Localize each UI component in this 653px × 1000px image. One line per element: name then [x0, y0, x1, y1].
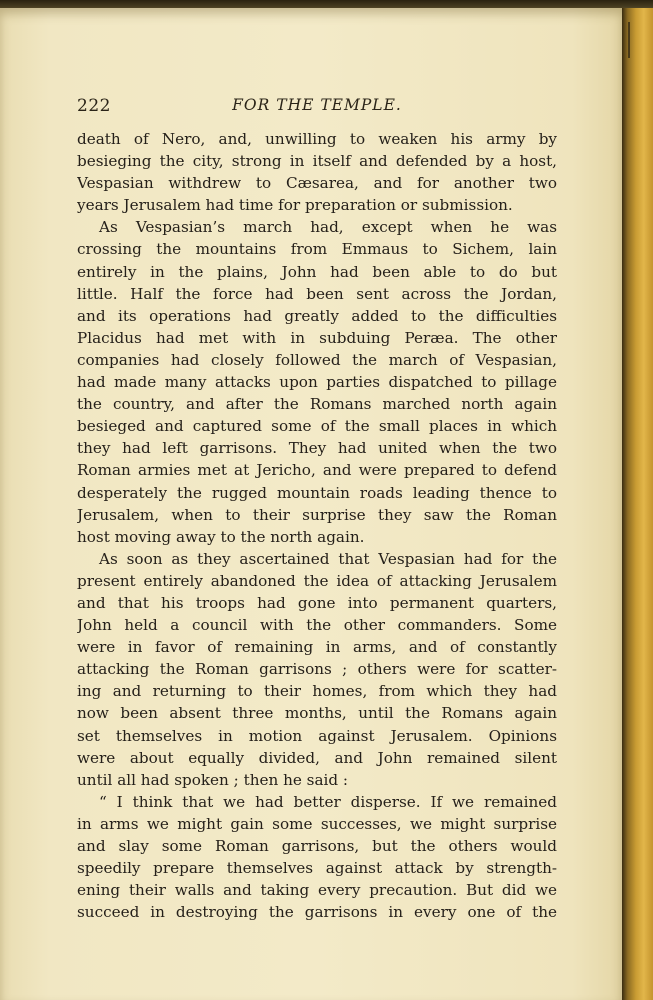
text-line: crossing the mountains from Emmaus to Sichem, lain — [77, 240, 557, 259]
text-line: “ I think that we had better disperse. If we remained — [99, 792, 557, 811]
text-line: and slay some Roman garrisons, but the others would — [77, 837, 557, 855]
text-line: besieged and captured some of the small places in which — [77, 417, 557, 436]
text-line: the country, and after the Romans marched north again — [77, 395, 557, 414]
running-header — [77, 96, 557, 118]
page-number: 222 — [77, 96, 111, 116]
text-line: John held a council with the other commanders. Some — [77, 616, 557, 635]
text-line: now been absent three months, until the Romans again — [77, 704, 557, 723]
text-line: entirely in the plains, John had been able to do but — [77, 262, 557, 281]
text-line: Vespasian withdrew to Cæsarea, and for another two — [77, 174, 557, 193]
text-line: speedily prepare themselves against attack by strength- — [77, 859, 557, 878]
text-line: ing and returning to their homes, from which they had — [77, 682, 557, 701]
text-line: until all had spoken ; then he said : — [77, 770, 349, 789]
text-line: set themselves in motion against Jerusalem. Opinions — [77, 726, 557, 745]
text-line: succeed in destroying the garrisons in every one of the — [77, 903, 557, 922]
text-line: Jerusalem, when to their surprise they saw the Roman — [77, 505, 557, 524]
text-line: As soon as they ascertained that Vespasian had for the — [99, 549, 557, 568]
text-line: As Vespasian’s march had, except when he was — [99, 218, 557, 237]
text-line: were in favor of remaining in arms, and of constantly — [77, 638, 557, 657]
text-line: attacking the Roman garrisons ; others were for scatter- — [77, 660, 557, 679]
text-line: in arms we might gain some successes, we might surprise — [77, 814, 557, 833]
text-line: were about equally divided, and John remained silent — [77, 748, 557, 767]
text-line: companies had closely followed the march of Vespasian, — [77, 350, 557, 369]
text-line: and that his troops had gone into permanent quarters, — [77, 593, 557, 612]
text-line: host moving away to the north again. — [77, 527, 365, 546]
text-line: years Jerusalem had time for preparation or submission. — [77, 196, 513, 215]
edge-mark — [628, 22, 630, 58]
book-edge — [622, 8, 653, 1000]
text-line: desperately the rugged mountain roads leading thence to — [77, 483, 557, 502]
text-line: little. Half the force had been sent across the Jordan, — [77, 284, 557, 303]
text-line: besieging the city, strong in itself and defended by a host, — [77, 152, 557, 171]
text-line: present entirely abandoned the idea of attacking Jerusalem — [77, 571, 557, 590]
text-line: Placidus had met with in subduing Peræa. The other — [77, 328, 557, 347]
text-line: death of Nero, and, unwilling to weaken his army by — [77, 130, 557, 148]
text-line: and its operations had greatly added to the difficulties — [77, 306, 557, 325]
text-line: Roman armies met at Jericho, and were prepared to defend — [77, 461, 557, 480]
page-body-text — [77, 128, 557, 923]
running-title: FOR THE TEMPLE. — [232, 96, 402, 114]
text-line: ening their walls and taking every precaution. But did we — [77, 881, 557, 900]
text-line: they had left garrisons. They had united when the two — [77, 439, 557, 458]
text-line: had made many attacks upon parties dispatched to pillage — [77, 373, 557, 392]
